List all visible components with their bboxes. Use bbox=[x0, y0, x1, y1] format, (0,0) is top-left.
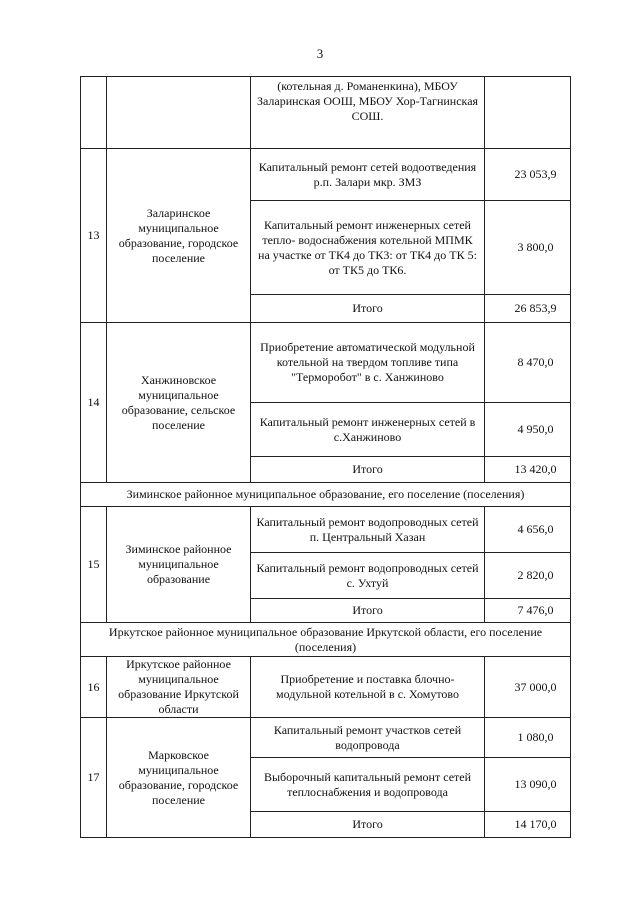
work-cell: Капитальный ремонт участков сетей водопровода bbox=[251, 718, 485, 758]
amount-cell: 8 470,0 bbox=[485, 323, 571, 403]
amount-cell: 13 090,0 bbox=[485, 758, 571, 812]
amount-cell: 23 053,9 bbox=[485, 149, 571, 201]
section-row bbox=[81, 483, 571, 507]
municipality-cell: Ханжиновское муниципальное образование, сельское поселение bbox=[107, 323, 251, 483]
row-number: 15 bbox=[81, 507, 107, 623]
total-amount: 26 853,9 bbox=[485, 295, 571, 323]
total-label: Итого bbox=[251, 295, 485, 323]
municipality-cell: Зиминское районное муниципальное образование bbox=[107, 507, 251, 623]
work-cell: Приобретение и поставка блочно-модульной котельной в с. Хомутово bbox=[251, 657, 485, 718]
amount-cell: 3 800,0 bbox=[485, 201, 571, 295]
work-cell: Капитальный ремонт сетей водоотведения р.п. Залари мкр. ЗМЗ bbox=[251, 149, 485, 201]
total-amount: 13 420,0 bbox=[485, 457, 571, 483]
total-label: Итого bbox=[251, 457, 485, 483]
amount-cell: 4 656,0 bbox=[485, 507, 571, 553]
table-row bbox=[81, 323, 571, 403]
row-number: 17 bbox=[81, 718, 107, 838]
work-cell: Выборочный капитальный ремонт сетей теплоснабжения и водопровода bbox=[251, 758, 485, 812]
municipality-cell: Иркутское районное муниципальное образование Иркутской области bbox=[107, 657, 251, 718]
table-row bbox=[81, 149, 571, 201]
table-row bbox=[81, 507, 571, 553]
row-number: 13 bbox=[81, 149, 107, 323]
section-title: Иркутское районное муниципальное образование Иркутской области, его поселение (поселения) bbox=[81, 623, 571, 657]
section-row bbox=[81, 623, 571, 657]
page-number: 3 bbox=[316, 46, 324, 61]
municipality-cell: Заларинское муниципальное образование, городское поселение bbox=[107, 149, 251, 323]
row-number: 14 bbox=[81, 323, 107, 483]
work-cell: (котельная д. Романенкина), МБОУ Заларинская ООШ, МБОУ Хор-Тагнинская СОШ. bbox=[251, 77, 485, 149]
work-cell: Капитальный ремонт инженерных сетей в с.Ханжиново bbox=[251, 403, 485, 457]
total-amount: 7 476,0 bbox=[485, 599, 571, 623]
amount-cell: 2 820,0 bbox=[485, 553, 571, 599]
work-cell: Приобретение автоматической модульной котельной на твердом топливе типа "Терморобот" в с. Ханжиново bbox=[251, 323, 485, 403]
work-cell: Капитальный ремонт водопроводных сетей п. Центральный Хазан bbox=[251, 507, 485, 553]
table-row bbox=[81, 657, 571, 718]
table-row bbox=[81, 718, 571, 758]
municipality-cell: Марковское муниципальное образование, городское поселение bbox=[107, 718, 251, 838]
amount-cell: 4 950,0 bbox=[485, 403, 571, 457]
section-title: Зиминское районное муниципальное образование, его поселение (поселения) bbox=[81, 483, 571, 507]
total-amount: 14 170,0 bbox=[485, 812, 571, 838]
work-cell: Капитальный ремонт инженерных сетей тепло- водоснабжения котельной МПМК на участке от ТК4 до ТК3: от ТК4 до ТК 5: от ТК5 до ТК6. bbox=[251, 201, 485, 295]
work-cell: Капитальный ремонт водопроводных сетей с. Ухтуй bbox=[251, 553, 485, 599]
table-row bbox=[81, 77, 571, 149]
amount-cell: 1 080,0 bbox=[485, 718, 571, 758]
funding-table bbox=[80, 76, 571, 838]
total-label: Итого bbox=[251, 599, 485, 623]
row-number: 16 bbox=[81, 657, 107, 718]
total-label: Итого bbox=[251, 812, 485, 838]
amount-cell: 37 000,0 bbox=[485, 657, 571, 718]
